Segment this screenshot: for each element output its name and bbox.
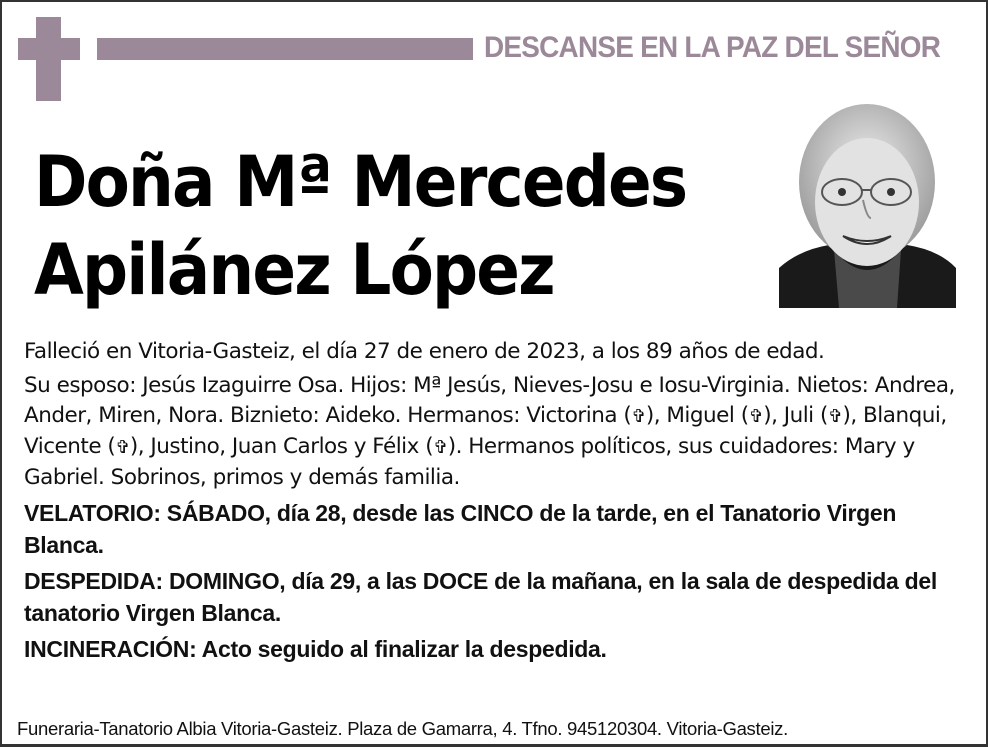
cross-icon-arm	[18, 38, 80, 60]
obituary-body	[24, 337, 969, 669]
death-notice: Falleció en Vitoria-Gasteiz, el día 27 de enero de 2023, a los 89 años de edad.	[24, 339, 825, 364]
cremation-info: INCINERACIÓN: Acto seguido al finalizar la despedida.	[24, 636, 607, 662]
deceased-cross-icon: ✞	[827, 406, 843, 427]
deceased-cross-icon: ✞	[631, 406, 646, 427]
deceased-cross-icon: ✞	[748, 406, 764, 427]
deceased-cross-icon: ✞	[115, 437, 130, 458]
wake-info: VELATORIO: SÁBADO, día 28, desde las CINCO de la tarde, en el Tanatorio Virgen Blanca.	[24, 500, 897, 558]
header-rule	[97, 38, 473, 60]
deceased-name	[34, 138, 686, 314]
name-line-2: Apilánez López	[34, 229, 554, 311]
tagline: DESCANSE EN LA PAZ DEL SEÑOR	[484, 31, 941, 64]
funeral-home-footer: Funeraria-Tanatorio Albia Vitoria-Gasteiz. Plaza de Gamarra, 4. Tfno. 945120304. Vitoria-Gasteiz.	[17, 718, 788, 739]
portrait-photo	[779, 100, 956, 308]
deceased-cross-icon: ✞	[433, 437, 448, 458]
name-line-1: Doña Mª Mercedes	[34, 141, 687, 223]
farewell-info: DESPEDIDA: DOMINGO, día 29, a las DOCE de la mañana, en la sala de despedida del tanatorio Virgen Blanca.	[24, 568, 937, 626]
family-list: Su esposo: Jesús Izaguirre Osa. Hijos: Mª Jesús, Nieves-Josu e Iosu-Virginia. Nietos: Andrea, Ander, Miren, Nora. Biznieto: Aideko. Hermanos: Victorina (✞), Miguel (✞), Juli (✞), Blanqui, Vicente (✞), Justino, Juan Carlos y Félix (✞). Hermanos políticos, sus cuidadores: Mary y Gabriel. Sobrinos, primos y demás familia.	[24, 373, 955, 490]
portrait-illustration	[779, 100, 956, 308]
